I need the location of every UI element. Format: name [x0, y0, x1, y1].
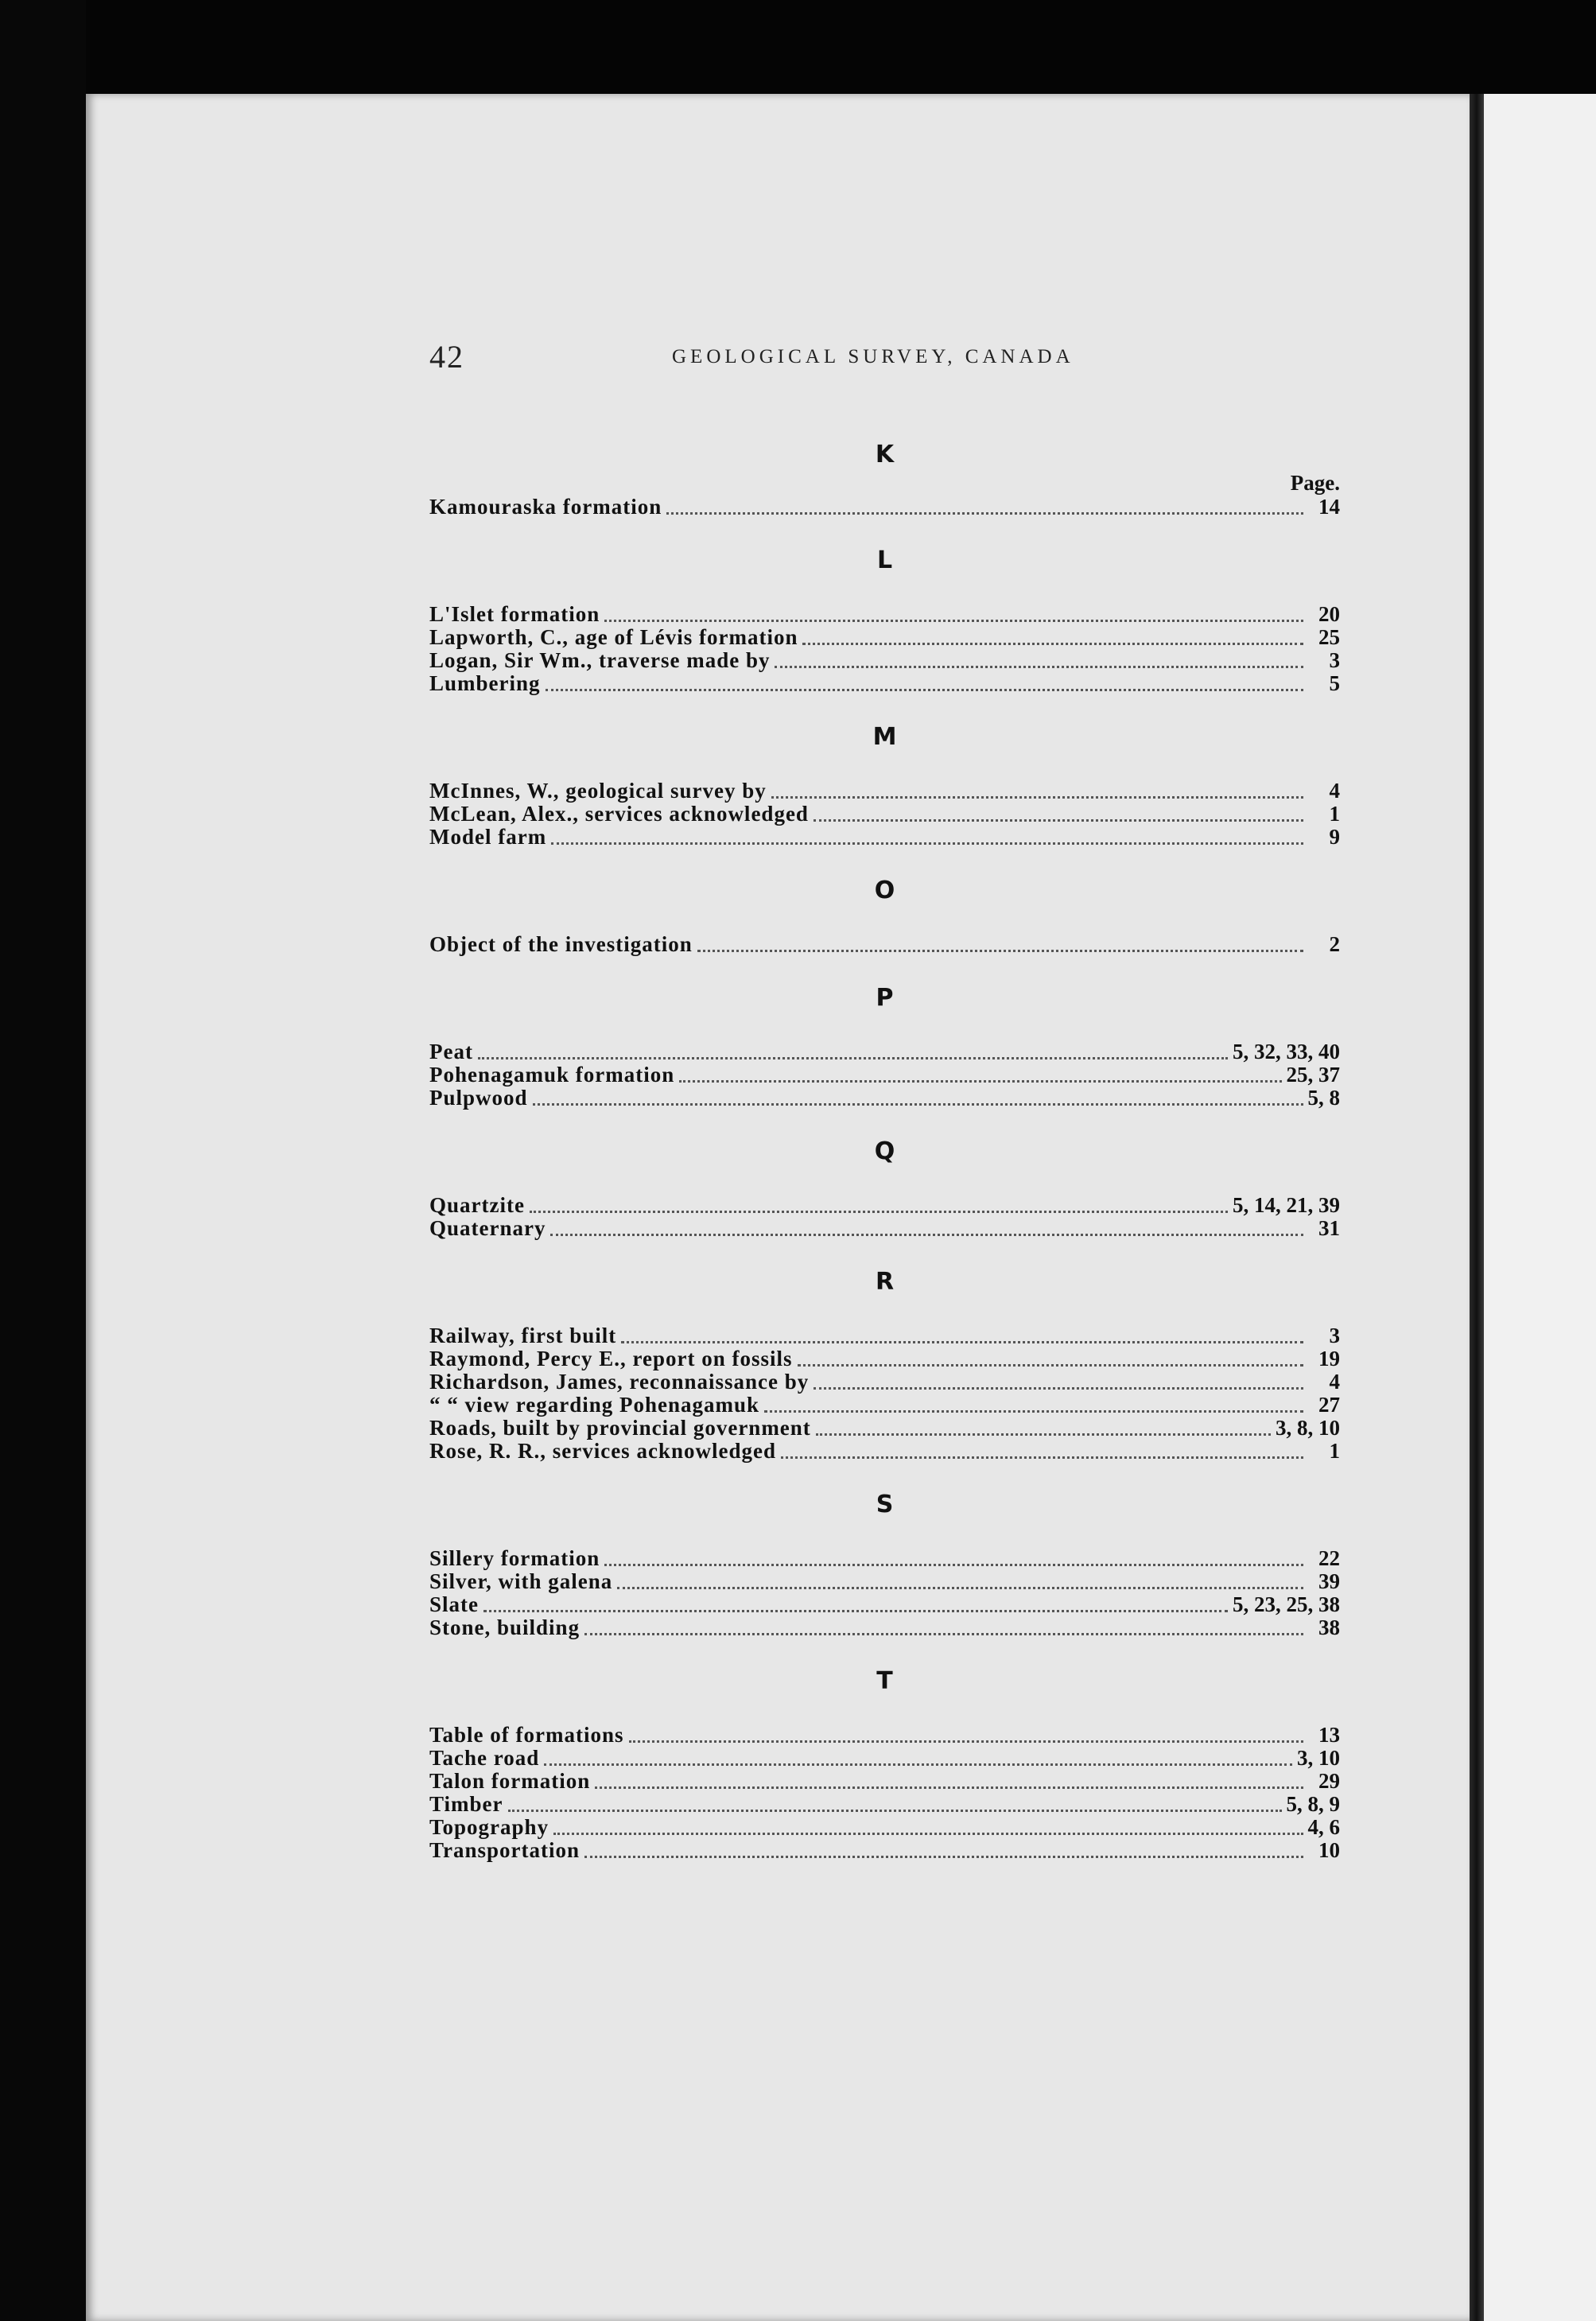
index-entry [429, 803, 1340, 826]
index-entry [429, 1770, 1340, 1793]
entry-term: Transportation [429, 1838, 581, 1862]
entry-term: Sillery formation [429, 1546, 600, 1570]
dot-leader [604, 620, 1303, 622]
index-entry [429, 1440, 1340, 1463]
section-letter: O [874, 877, 895, 904]
entry-term: Tache road [429, 1746, 540, 1770]
index-entry [429, 1347, 1340, 1370]
index-entry [429, 1839, 1340, 1862]
section-letter: Q [874, 1137, 895, 1165]
entry-term: McInnes, W., geological survey by [429, 779, 767, 803]
entry-pages: 31 [1318, 1216, 1340, 1240]
dot-leader [544, 1763, 1292, 1766]
entry-pages: 3 [1329, 1324, 1340, 1347]
dot-leader [617, 1587, 1303, 1589]
index-list [429, 433, 1340, 1883]
entry-pages: 29 [1318, 1769, 1340, 1793]
index-entry [429, 826, 1340, 849]
entry-pages: 22 [1318, 1546, 1340, 1570]
entry-pages: 27 [1318, 1393, 1340, 1417]
dot-leader [551, 842, 1303, 845]
index-entry [429, 1217, 1340, 1240]
dot-leader [604, 1564, 1303, 1566]
dot-leader [550, 1234, 1303, 1236]
section-letter: T [876, 1667, 893, 1695]
index-entry [429, 1040, 1340, 1063]
index-entry [429, 1724, 1340, 1747]
entry-pages: 5, 8, 9 [1286, 1792, 1340, 1816]
scan-border-left [0, 0, 86, 2321]
entry-pages: 4, 6 [1307, 1815, 1340, 1839]
index-entry [429, 672, 1340, 695]
dot-leader [584, 1633, 1303, 1635]
entry-pages: 25 [1318, 625, 1340, 649]
index-entry [429, 1394, 1340, 1417]
index-section-l [429, 539, 1340, 716]
dot-leader [798, 1364, 1304, 1367]
entry-pages: 25, 37 [1286, 1063, 1340, 1087]
index-entry [429, 626, 1340, 649]
index-entry [429, 1747, 1340, 1770]
entry-pages: 38 [1318, 1615, 1340, 1639]
dot-leader [553, 1833, 1303, 1835]
dot-leader [816, 1433, 1271, 1436]
entry-pages: 39 [1318, 1569, 1340, 1593]
index-entry [429, 1547, 1340, 1570]
dot-leader [595, 1786, 1303, 1789]
index-entry [429, 1370, 1340, 1394]
entry-term: Pulpwood [429, 1086, 528, 1110]
index-section-r [429, 1261, 1340, 1483]
index-entry [429, 933, 1340, 956]
dot-leader [771, 796, 1303, 799]
entry-pages: 5, 32, 33, 40 [1233, 1040, 1340, 1063]
index-entry [429, 1063, 1340, 1087]
index-section-o [429, 869, 1340, 977]
dot-leader [802, 643, 1303, 645]
entry-term: Silver, with galena [429, 1569, 613, 1593]
page-number: 42 [429, 339, 464, 375]
page-column-heading: Page. [1290, 471, 1340, 495]
entry-term: Lumbering [429, 671, 541, 695]
entry-pages: 3 [1329, 648, 1340, 672]
entry-term: Lapworth, C., age of Lévis formation [429, 625, 798, 649]
section-letter: M [872, 723, 897, 751]
entry-pages: 1 [1329, 802, 1340, 826]
dot-leader [621, 1341, 1303, 1343]
section-letter: L [876, 546, 893, 574]
entry-term: McLean, Alex., services acknowledged [429, 802, 809, 826]
entry-pages: 20 [1318, 602, 1340, 626]
entry-term: Rose, R. R., services acknowledged [429, 1439, 776, 1463]
entry-pages: 13 [1318, 1723, 1340, 1747]
scan-border-top [0, 0, 1596, 94]
entry-term: Timber [429, 1792, 503, 1816]
running-title: GEOLOGICAL SURVEY, CANADA [672, 346, 1074, 367]
entry-pages: 10 [1318, 1838, 1340, 1862]
entry-term: Pohenagamuk formation [429, 1063, 675, 1087]
index-entry [429, 1324, 1340, 1347]
index-entry [429, 603, 1340, 626]
dot-leader [679, 1080, 1281, 1083]
index-section-k [429, 433, 1340, 539]
dot-leader [764, 1410, 1303, 1413]
entry-pages: 19 [1318, 1347, 1340, 1370]
index-entry [429, 1816, 1340, 1839]
entry-pages: 5 [1329, 671, 1340, 695]
entry-term: Object of the investigation [429, 932, 693, 956]
index-entry [429, 1087, 1340, 1110]
facing-page-edge [1484, 94, 1596, 2321]
index-entry [429, 1616, 1340, 1639]
dot-leader [697, 950, 1303, 952]
entry-term: Quartzite [429, 1193, 525, 1217]
entry-term: Model farm [429, 825, 547, 849]
entry-pages: 3, 10 [1297, 1746, 1340, 1770]
entry-pages: 4 [1329, 1370, 1340, 1394]
dot-leader [508, 1810, 1282, 1812]
dot-leader [584, 1856, 1303, 1858]
entry-term: Peat [429, 1040, 473, 1063]
index-entry [429, 496, 1340, 519]
index-entry [429, 1194, 1340, 1217]
index-entry [429, 1570, 1340, 1593]
dot-leader [781, 1456, 1303, 1459]
entry-pages: 2 [1329, 932, 1340, 956]
dot-leader [775, 666, 1303, 668]
entry-term: Roads, built by provincial government [429, 1416, 811, 1440]
index-entry [429, 1793, 1340, 1816]
index-entry [429, 1417, 1340, 1440]
dot-leader [478, 1057, 1228, 1059]
entry-pages: 4 [1329, 779, 1340, 803]
dot-leader [814, 819, 1303, 822]
entry-term: “ “ view regarding Pohenagamuk [429, 1393, 760, 1417]
index-section-q [429, 1130, 1340, 1261]
section-letter: P [876, 984, 894, 1012]
entry-term: L'Islet formation [429, 602, 600, 626]
entry-pages: 3, 8, 10 [1276, 1416, 1340, 1440]
entry-term: Talon formation [429, 1769, 591, 1793]
index-section-t [429, 1660, 1340, 1883]
section-letter: S [876, 1491, 894, 1518]
entry-term: Raymond, Percy E., report on fossils [429, 1347, 793, 1370]
entry-pages: 5, 8 [1307, 1086, 1340, 1110]
entry-pages: 14 [1318, 495, 1340, 519]
index-section-p [429, 977, 1340, 1130]
entry-pages: 5, 14, 21, 39 [1233, 1193, 1340, 1217]
dot-leader [666, 512, 1303, 515]
dot-leader [814, 1387, 1303, 1390]
section-letter: R [875, 1268, 895, 1296]
dot-leader [546, 689, 1303, 691]
section-letter: K [875, 441, 895, 468]
dot-leader [533, 1103, 1303, 1106]
dot-leader [530, 1211, 1228, 1213]
entry-term: Kamouraska formation [429, 495, 662, 519]
entry-term: Richardson, James, reconnaissance by [429, 1370, 810, 1394]
dot-leader [483, 1610, 1228, 1612]
entry-term: Railway, first built [429, 1324, 617, 1347]
page-header [429, 338, 1336, 378]
entry-term: Logan, Sir Wm., traverse made by [429, 648, 771, 672]
entry-pages: 9 [1329, 825, 1340, 849]
entry-term: Topography [429, 1815, 549, 1839]
entry-term: Stone, building [429, 1615, 581, 1639]
entry-pages: 5, 23, 25, 38 [1233, 1592, 1340, 1616]
index-section-m [429, 716, 1340, 869]
entry-term: Table of formations [429, 1723, 624, 1747]
book-spine [1470, 94, 1484, 2321]
index-section-s [429, 1483, 1340, 1660]
dot-leader [629, 1740, 1303, 1743]
index-entry [429, 1593, 1340, 1616]
index-entry [429, 779, 1340, 803]
entry-term: Quaternary [429, 1216, 546, 1240]
entry-pages: 1 [1329, 1439, 1340, 1463]
index-entry [429, 649, 1340, 672]
entry-term: Slate [429, 1592, 479, 1616]
